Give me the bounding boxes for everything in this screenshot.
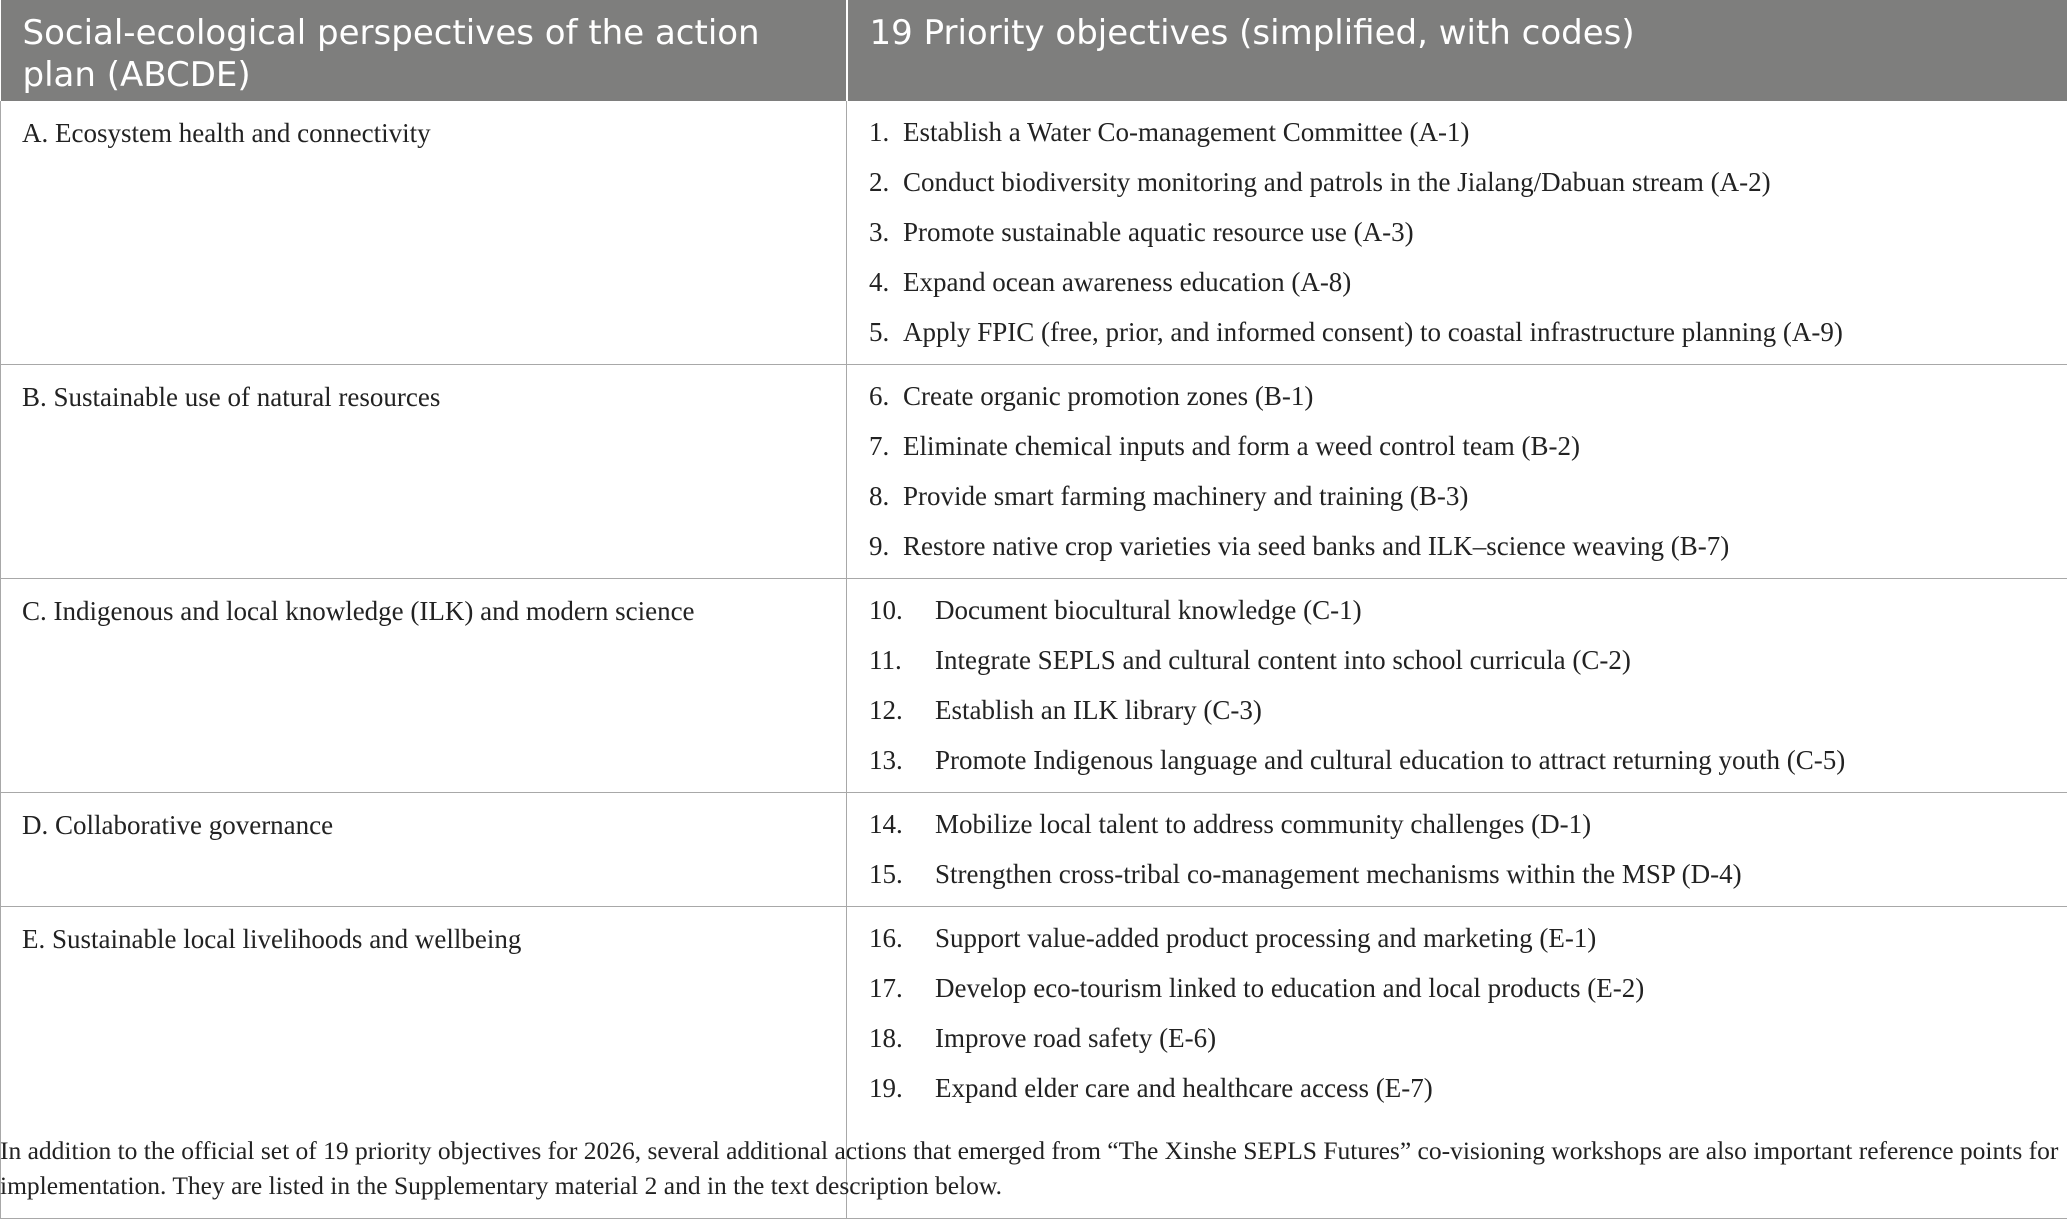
objectives-cell xyxy=(847,793,2067,907)
objective-number: 7. xyxy=(869,428,903,464)
list-item xyxy=(869,428,2067,478)
list-item xyxy=(869,478,2067,528)
table-row xyxy=(1,101,2067,365)
objective-number: 14. xyxy=(869,806,935,842)
objective-text: Strengthen cross-tribal co-management mechanisms within the MSP (D-4) xyxy=(935,859,1742,889)
objective-number: 6. xyxy=(869,378,903,414)
list-item xyxy=(869,1020,2067,1070)
perspective-cell: E. Sustainable local livelihoods and wellbeing xyxy=(1,907,847,1219)
list-item xyxy=(869,114,2067,164)
list-item xyxy=(869,314,2067,364)
objectives-list xyxy=(869,378,2067,578)
objective-number: 4. xyxy=(869,264,903,300)
objective-text: Expand elder care and healthcare access (E-7) xyxy=(935,1073,1433,1103)
objective-text: Apply FPIC (free, prior, and informed consent) to coastal infrastructure planning (A-9) xyxy=(903,317,1843,347)
objective-text: Document biocultural knowledge (C-1) xyxy=(935,595,1362,625)
objective-number: 10. xyxy=(869,592,935,628)
list-item xyxy=(869,970,2067,1020)
objectives-list xyxy=(869,114,2067,364)
objective-text: Establish an ILK library (C-3) xyxy=(935,695,1262,725)
objective-number: 13. xyxy=(869,742,935,778)
objective-number: 18. xyxy=(869,1020,935,1056)
objectives-list xyxy=(869,592,2067,792)
objectives-cell xyxy=(847,579,2067,793)
list-item xyxy=(869,642,2067,692)
table-row xyxy=(1,365,2067,579)
objective-text: Develop eco-tourism linked to education and local products (E-2) xyxy=(935,973,1644,1003)
list-item xyxy=(869,856,2067,906)
objective-number: 8. xyxy=(869,478,903,514)
objective-number: 11. xyxy=(869,642,935,678)
objective-text: Conduct biodiversity monitoring and patrols in the Jialang/Dabuan stream (A-2) xyxy=(903,167,1771,197)
objective-number: 12. xyxy=(869,692,935,728)
objective-text: Expand ocean awareness education (A-8) xyxy=(903,267,1351,297)
perspective-cell: B. Sustainable use of natural resources xyxy=(1,365,847,579)
list-item xyxy=(869,806,2067,856)
perspective-cell: A. Ecosystem health and connectivity xyxy=(1,101,847,365)
header-perspectives: Social-ecological perspectives of the action plan (ABCDE) xyxy=(1,0,847,101)
table-body xyxy=(1,101,2067,1219)
objective-number: 16. xyxy=(869,920,935,956)
list-item xyxy=(869,742,2067,792)
header-objectives: 19 Priority objectives (simplified, with codes) xyxy=(847,0,2067,101)
objective-text: Support value-added product processing and marketing (E-1) xyxy=(935,923,1596,953)
list-item xyxy=(869,214,2067,264)
objectives-list xyxy=(869,920,2067,1120)
objectives-cell xyxy=(847,101,2067,365)
objective-text: Integrate SEPLS and cultural content into school curricula (C-2) xyxy=(935,645,1631,675)
objective-text: Provide smart farming machinery and training (B-3) xyxy=(903,481,1468,511)
perspective-cell: C. Indigenous and local knowledge (ILK) and modern science xyxy=(1,579,847,793)
list-item xyxy=(869,264,2067,314)
objective-text: Create organic promotion zones (B-1) xyxy=(903,381,1313,411)
objective-text: Promote sustainable aquatic resource use (A-3) xyxy=(903,217,1414,247)
objective-number: 2. xyxy=(869,164,903,200)
list-item xyxy=(869,164,2067,214)
objective-number: 15. xyxy=(869,856,935,892)
list-item xyxy=(869,592,2067,642)
objectives-cell xyxy=(847,365,2067,579)
objective-text: Promote Indigenous language and cultural education to attract returning youth (C-5) xyxy=(935,745,1845,775)
list-item xyxy=(869,692,2067,742)
objective-number: 1. xyxy=(869,114,903,150)
objectives-list xyxy=(869,806,2067,906)
objective-text: Restore native crop varieties via seed banks and ILK–science weaving (B-7) xyxy=(903,531,1729,561)
table-footnote: In addition to the official set of 19 priority objectives for 2026, several additional actions that emerged from “The Xinshe SEPLS Futures” co-visioning workshops are also important reference points for implementation. They are listed in the Supplementary material 2 and in the text description below. xyxy=(0,1133,2060,1203)
table-header xyxy=(1,0,2067,101)
list-item xyxy=(869,920,2067,970)
objective-number: 9. xyxy=(869,528,903,564)
objective-text: Establish a Water Co-management Committee (A-1) xyxy=(903,117,1469,147)
objective-number: 5. xyxy=(869,314,903,350)
perspective-cell: D. Collaborative governance xyxy=(1,793,847,907)
objective-number: 17. xyxy=(869,970,935,1006)
list-item xyxy=(869,1070,2067,1120)
table-row xyxy=(1,579,2067,793)
objective-text: Improve road safety (E-6) xyxy=(935,1023,1216,1053)
list-item xyxy=(869,378,2067,428)
list-item xyxy=(869,528,2067,578)
objective-text: Eliminate chemical inputs and form a weed control team (B-2) xyxy=(903,431,1580,461)
objective-number: 3. xyxy=(869,214,903,250)
header-row xyxy=(1,0,2067,101)
table-row xyxy=(1,793,2067,907)
objective-text: Mobilize local talent to address community challenges (D-1) xyxy=(935,809,1591,839)
objective-number: 19. xyxy=(869,1070,935,1106)
